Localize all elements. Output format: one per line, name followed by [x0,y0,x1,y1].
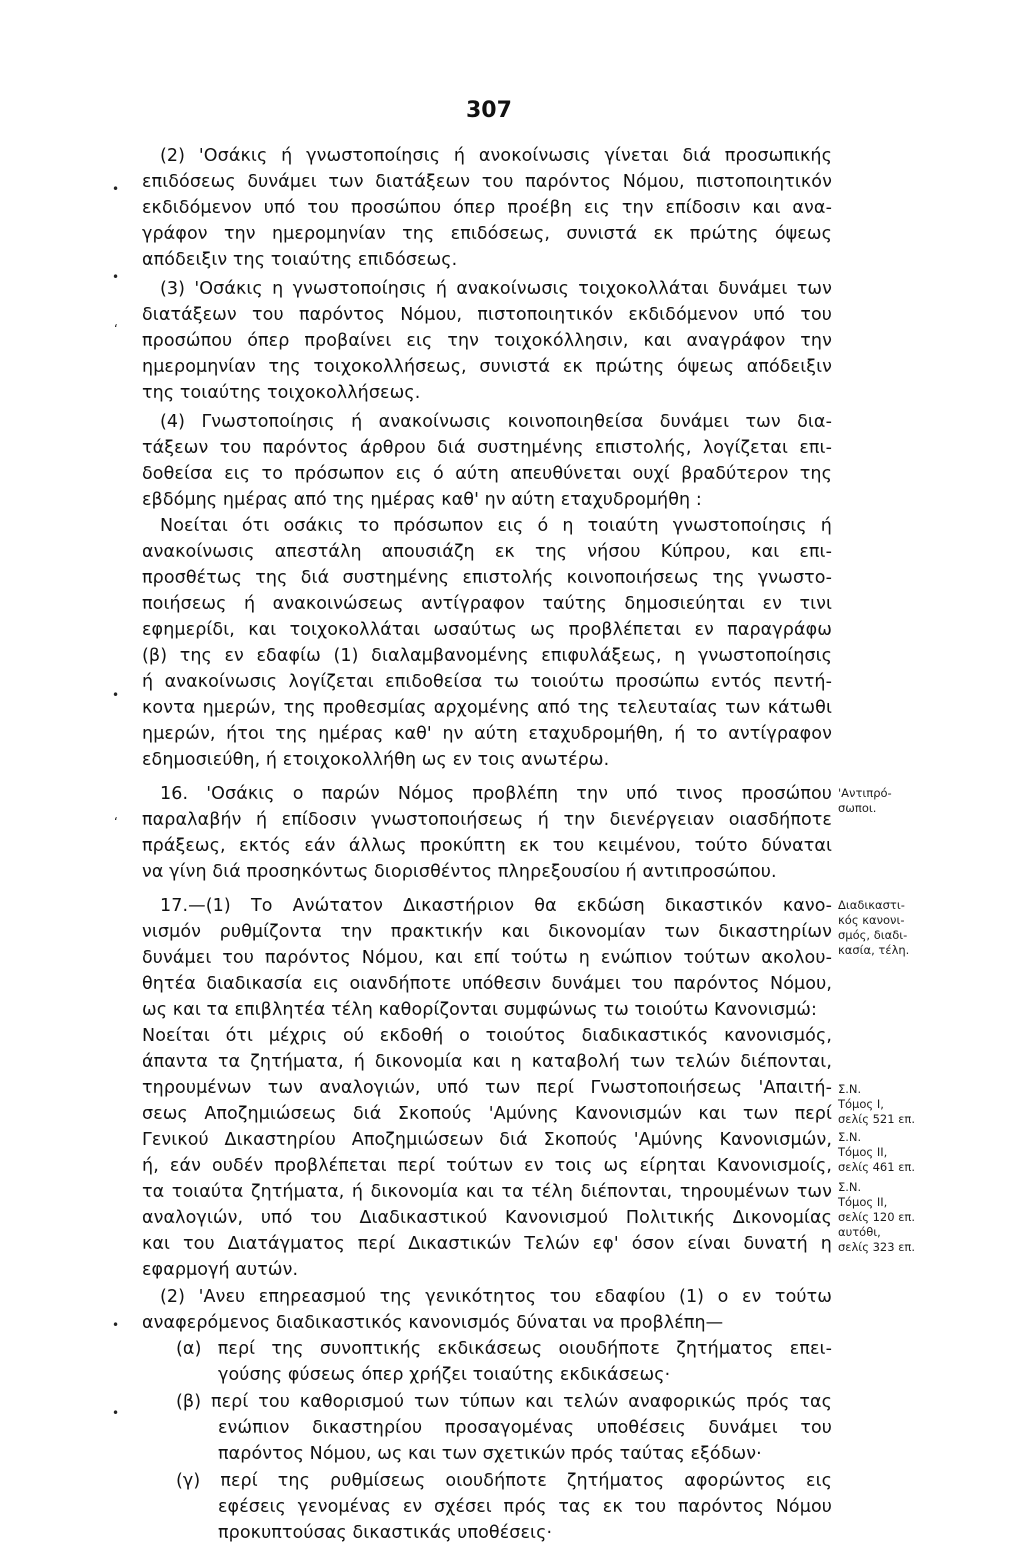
text-line: (4) Γνωστοποίησις ή ανακοίνωσις κοινοποιηθείσα δυνάμει των δια- [160,412,832,432]
text-line: παραλαβήν ή επίδοσιν γνωστοποιήσεως ή την διενέργειαν οιασδήποτε [142,810,832,830]
text-line: (α) περί της συνοπτικής εκδικάσεως οιουδήποτε ζητήματος επει- [176,1339,832,1359]
text-line: αναφερόμενος διαδικαστικός κανονισμός δύναται να προβλέπη— [142,1313,724,1333]
text-line: ημερομηνίαν της τοιχοκολλήσεως, συνιστά εκ πρώτης όψεως απόδειξιν [142,357,832,377]
text-line: νισμόν ρυθμίζοντα την πρακτικήν και δικονομίαν των δικαστηρίων [142,922,832,942]
text-line: ημερών, ήτοι της ημέρας καθ' ην αύτη εταχυδρομήθη, ή το αντίγραφον [142,724,832,744]
text-line: ανακοίνωσις απεστάλη απουσιάζη εκ της νήσου Κύπρου, και επι- [142,542,832,562]
text-line: θητέα διαδικασία εις οιανδήποτε υπόθεσιν δυνάμει του παρόντος Νόμου, [142,974,832,994]
text-line: δυνάμει του παρόντος Νόμου, και επί τούτω η ενώπιον τούτων ακολου- [142,948,832,968]
text-line: άπαντα τα ζητήματα, ή δικονομία και η καταβολή των τελών διέπονται, [142,1052,832,1072]
text-line: σεως Αποζημιώσεως διά Σκοπούς 'Αμύνης Κανονισμών και των περί [142,1104,832,1124]
margin-note: Τόμος ΙΙ, [838,1195,888,1209]
margin-note: Σ.Ν. [838,1082,862,1096]
text-line: απόδειξιν της τοιαύτης επιδόσεως. [142,250,458,270]
margin-note: σελίς 323 επ. [838,1240,916,1254]
text-line: εφημερίδι, και τοιχοκολλάται ωσαύτως ως προβλέπεται εν παραγράφω [142,620,832,640]
margin-note: σελίς 120 επ. [838,1210,916,1224]
text-line: (β) περί του καθορισμού των τύπων και τελών αναφορικώς πρός τας [176,1392,832,1412]
text-line: προσθέτως της διά συστημένης επιστολής κοινοποιήσεως της γνωστο- [142,568,832,588]
scan-speck: ʻ [114,815,118,829]
text-line: εκδιδόμενον υπό του προσώπου όπερ προέβη εις την επίδοσιν και ανα- [142,198,832,218]
text-line: Γενικού Δικαστηρίου Αποζημιώσεων διά Σκοπούς 'Αμύνης Κανονισμών, [142,1130,832,1150]
text-line: εβδόμης ημέρας από της ημέρας καθ' ην αύτη εταχυδρομήθη : [142,490,702,510]
text-line: εδημοσιεύθη, ή ετοιχοκολλήθη ως εν τοις ανωτέρω. [142,750,610,770]
text-line: ή, εάν ουδέν προβλέπεται περί τούτων εν τοις ως είρηται Κανονισμοίς, [142,1156,832,1176]
margin-note: Διαδικαστι- [838,898,905,912]
text-line: 16. 'Οσάκις ο παρών Νόμος προβλέπη την υπό τινος προσώπου [160,784,832,804]
scan-speck: • [112,1318,120,1332]
text-line: ως και τα επιβλητέα τέλη καθορίζονται συμφώνως τω τοιούτω Κανονισμώ: [142,1000,818,1020]
text-line: και του Διατάγματος περί Δικαστικών Τελών εφ' όσον είναι δυνατή η [142,1234,832,1254]
text-line: γράφον την ημερομηνίαν της επιδόσεως, συνιστά εκ πρώτης όψεως [142,224,832,244]
margin-note: Τόμος ΙΙ, [838,1145,888,1159]
text-line: να γίνη διά προσηκόντως διορισθέντος πληρεξουσίου ή αντιπροσώπου. [142,862,777,882]
margin-note: Σ.Ν. [838,1130,862,1144]
scan-speck: • [112,270,120,284]
scan-speck: • [112,182,120,196]
text-line: τάξεων του παρόντος άρθρου διά συστημένης επιστολής, λογίζεται επι- [142,438,832,458]
scan-speck: ʻ [114,322,118,336]
text-line: Νοείται ότι μέχρις ού εκδοθή ο τοιούτος διαδικαστικός κανονισμός, [142,1026,832,1046]
margin-note: σελίς 461 επ. [838,1160,916,1174]
margin-note: 'Αντιπρό- [838,786,892,800]
margin-note: Σ.Ν. [838,1180,862,1194]
text-line: εφέσεις γενομένας εν σχέσει πρός τας εκ του παρόντος Νόμου [218,1497,832,1517]
text-line: αναλογιών, υπό του Διαδικαστικού Κανονισμού Πολιτικής Δικονομίας [142,1208,832,1228]
text-line: δοθείσα εις το πρόσωπον εις ό αύτη απευθύνεται ουχί βραδύτερον της [142,464,832,484]
text-line: παρόντος Νόμου, ως και των σχετικών πρός ταύτας εξόδων· [218,1444,762,1464]
text-line: διατάξεων του παρόντος Νόμου, πιστοποιητικόν εκδιδόμενον υπό του [142,305,832,325]
text-line: ενώπιον δικαστηρίου προσαγομένας υποθέσεις δυνάμει του [218,1418,832,1438]
text-line: (γ) περί της ρυθμίσεως οιουδήποτε ζητήματος αφορώντος εις [176,1471,832,1491]
text-line: προκυπτούσας δικαστικάς υποθέσεις· [218,1523,553,1543]
text-line: (β) της εν εδαφίω (1) διαλαμβανομένης επιφυλάξεως, η γνωστοποίησις [142,646,832,666]
text-line: (3) 'Οσάκις η γνωστοποίησις ή ανακοίνωσις τοιχοκολλάται δυνάμει των [160,279,832,299]
margin-note: κασία, τέλη. [838,943,910,957]
margin-note: Τόμος Ι, [838,1097,884,1111]
text-line: 17.—(1) Το Ανώτατον Δικαστήριον θα εκδώση δικαστικόν κανο- [160,896,832,916]
page-number: 307 [466,98,512,123]
text-line: τηρουμένων των αναλογιών, υπό των περί Γνωστοποιήσεως 'Απαιτή- [142,1078,832,1098]
text-line: εφαρμογή αυτών. [142,1260,299,1280]
text-line: της τοιαύτης τοιχοκολλήσεως. [142,383,421,403]
scan-speck: • [112,688,120,702]
text-line: τα τοιαύτα ζητήματα, ή δικονομία και τα τέλη διέπονται, τηρουμένων των [142,1182,832,1202]
text-line: (2) 'Οσάκις ή γνωστοποίησις ή ανοκοίνωσις γίνεται διά προσωπικής [160,146,832,166]
text-line: ή ανακοίνωσις λογίζεται επιδοθείσα τω τοιούτω προσώπω εντός πεντή- [142,672,832,692]
text-line: επιδόσεως δυνάμει των διατάξεων του παρόντος Νόμου, πιστοποιητικόν [142,172,832,192]
margin-note: σωποι. [838,801,877,815]
text-line: κοντα ημερών, της προθεσμίας αρχομένης από της τελευταίας των κάτωθι [142,698,832,718]
margin-note: κός κανονι- [838,913,905,927]
margin-note: σελίς 521 επ. [838,1112,916,1126]
text-line: γούσης φύσεως όπερ χρήζει τοιαύτης εκδικάσεως· [218,1365,671,1385]
text-line: προσώπου όπερ προβαίνει εις την τοιχοκόλλησιν, και αναγράφον την [142,331,832,351]
margin-note: αυτόθι, [838,1225,881,1239]
text-line: πράξεως, εκτός εάν άλλως προκύπτη εκ του κειμένου, τούτο δύναται [142,836,832,856]
scan-speck: • [112,1406,120,1420]
text-line: (2) 'Ανευ επηρεασμού της γενικότητος του εδαφίου (1) ο εν τούτω [160,1287,832,1307]
text-line: ποιήσεως ή ανακοινώσεως αντίγραφον ταύτης δημοσιεύηται εν τινι [142,594,832,614]
text-line: Νοείται ότι οσάκις το πρόσωπον εις ό η τοιαύτη γνωστοποίησις ή [160,516,832,536]
margin-note: σμός, διαδι- [838,928,908,942]
